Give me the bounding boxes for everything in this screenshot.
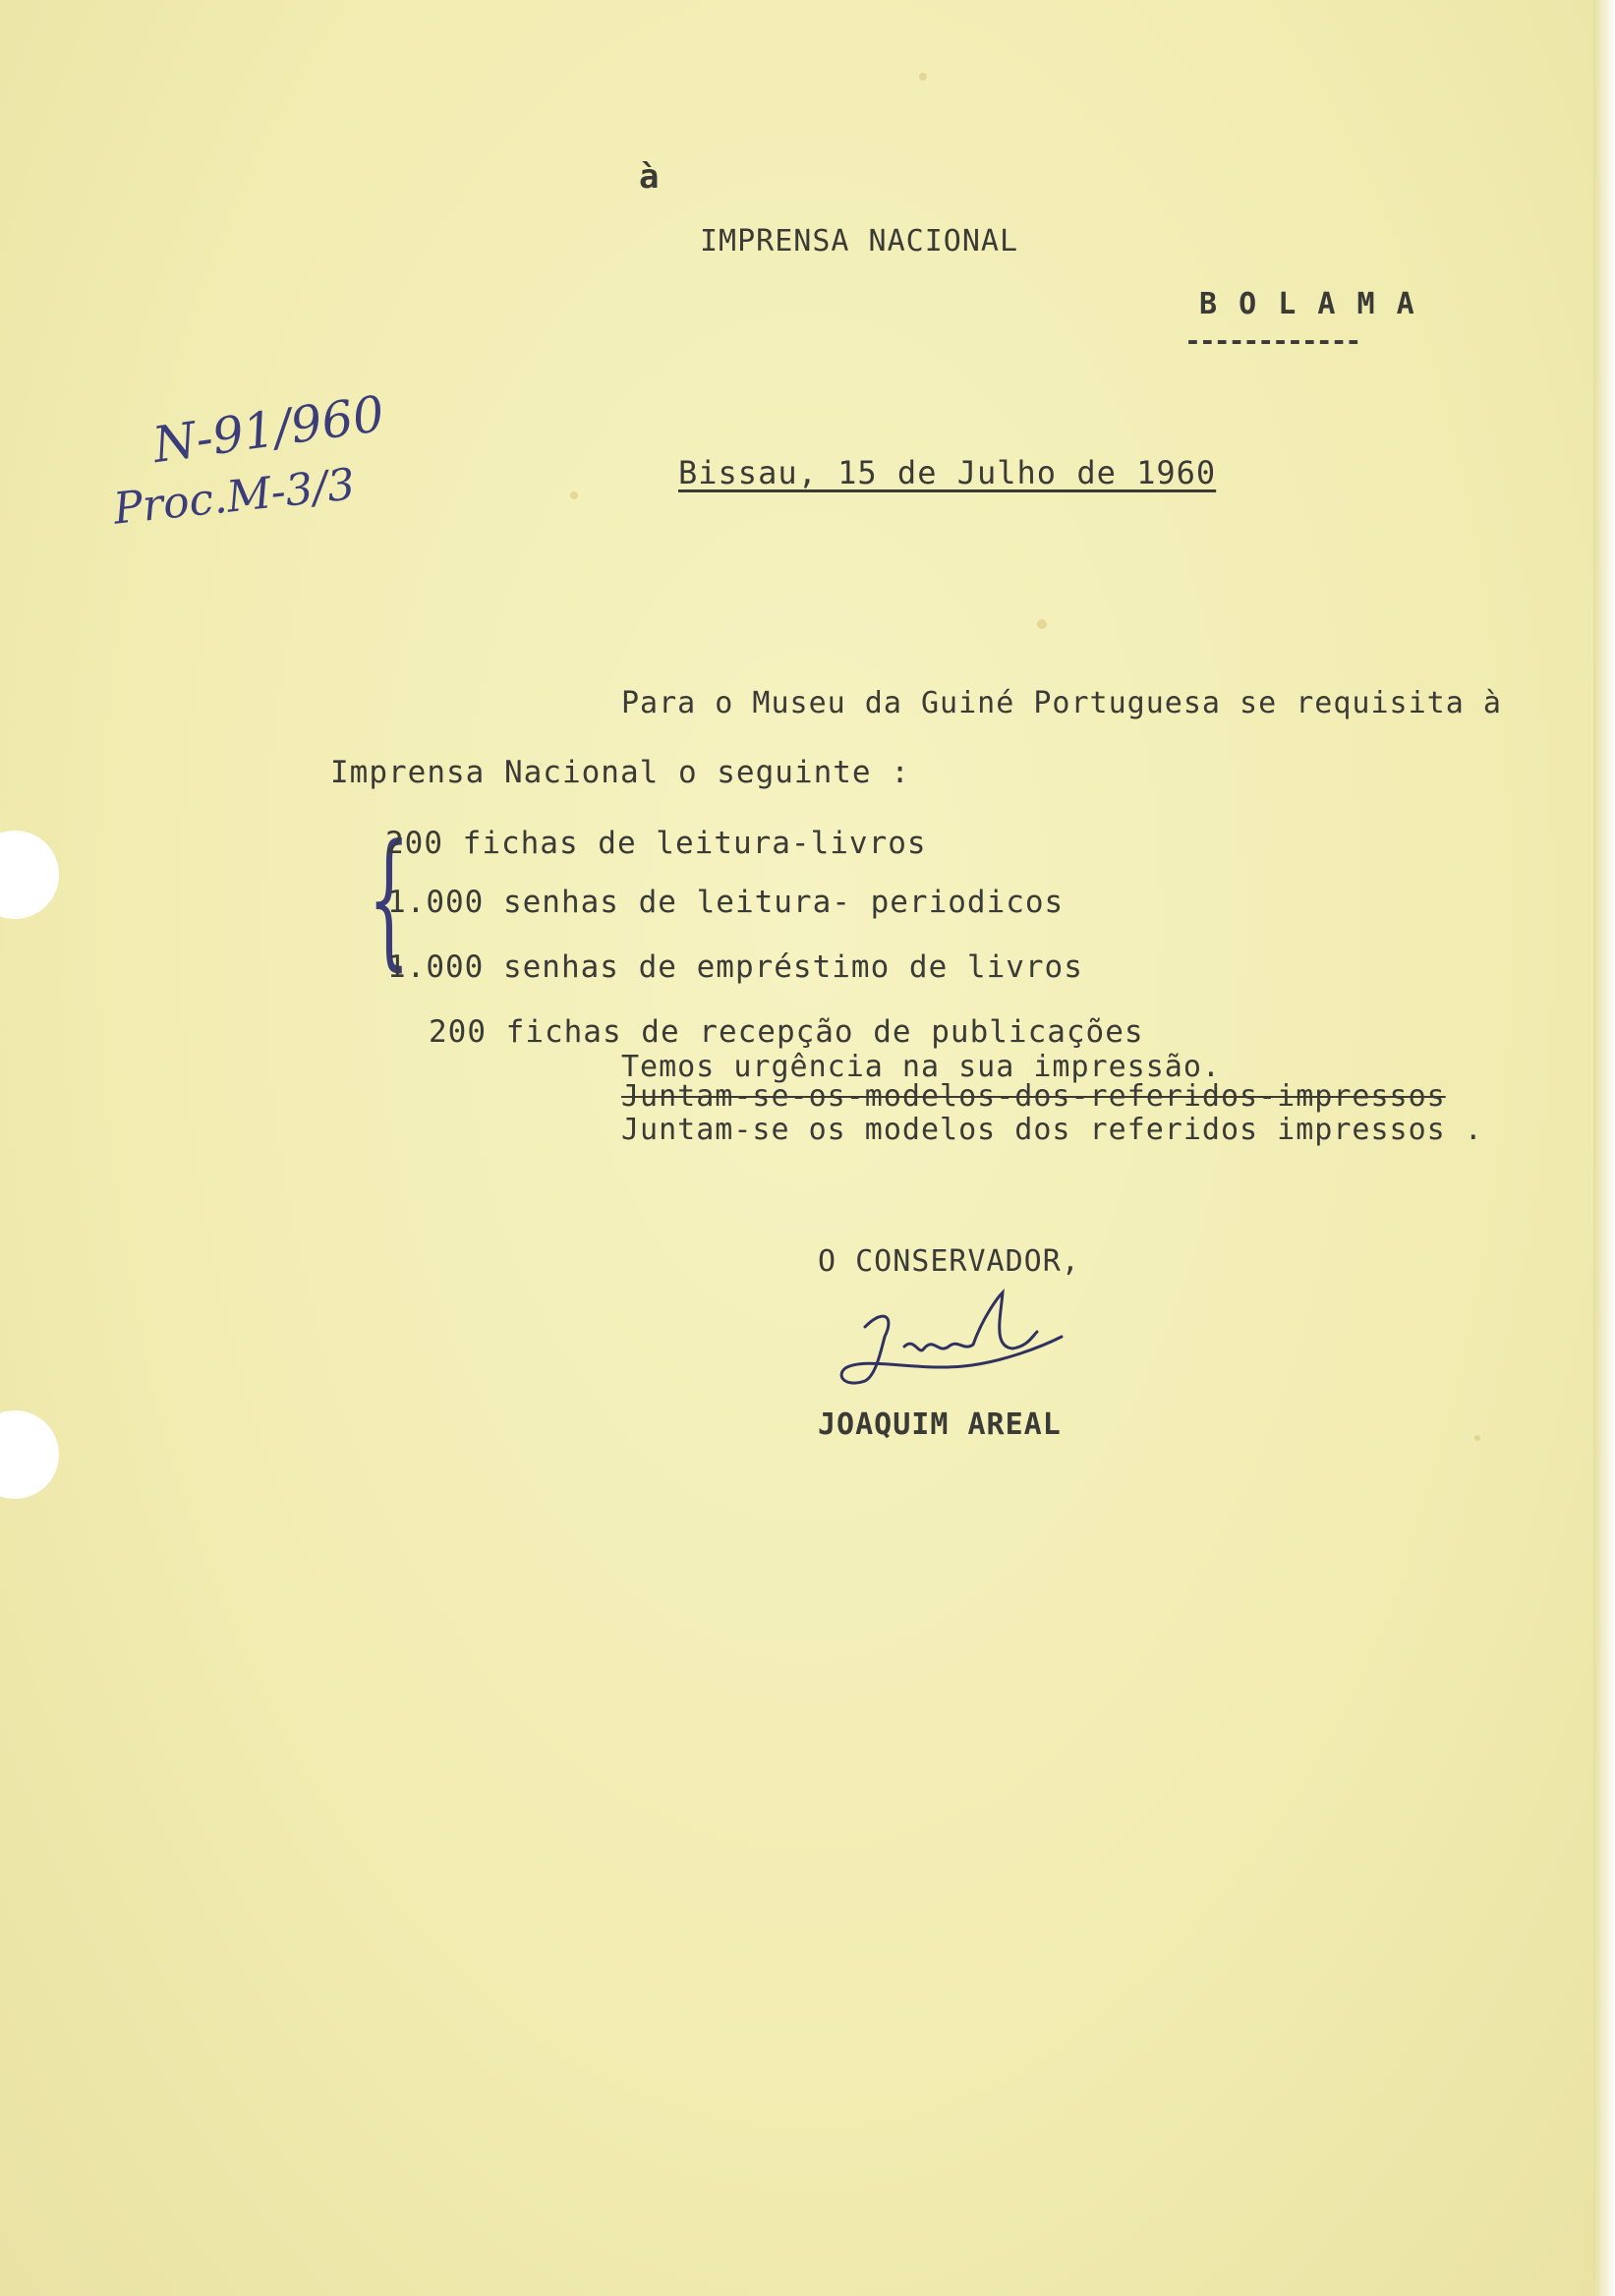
process-code: Proc.M-3/3 [111,459,358,535]
city-underline: ------------ [1184,324,1360,357]
letter-date: Bissau, 15 de Julho de 1960 [678,454,1217,491]
stain [919,73,927,81]
list-item: 200 fichas de recepção de publicações [429,1014,1144,1050]
city: B O L A M A [1199,287,1416,321]
enclosure-note: Juntam-se os modelos dos referidos impressos . [621,1113,1483,1147]
list-item: 1.000 senhas de empréstimo de livros [387,949,1083,985]
list-item: 200 fichas de leitura-livros [385,826,927,861]
body-line-1: Para o Museu da Guiné Portuguesa se requisita à [621,686,1502,720]
list-item: 1.000 senhas de leitura- periodicos [387,885,1065,920]
reference-number: N-91/960 [149,384,388,475]
signatory-name: JOAQUIM AREAL [818,1407,1062,1442]
punch-hole-bottom [0,1410,59,1499]
punch-hole-top [0,831,59,919]
stain [1474,1435,1480,1441]
signature-title: O CONSERVADOR, [818,1244,1080,1279]
urgency-note: Temos urgência na sua impressão. [621,1050,1221,1084]
stain [570,491,578,499]
struck-note: Juntam-se-os-modelos-dos-referidos-impressos [621,1079,1446,1114]
addressee-prefix: à [639,157,661,197]
handwritten-signature [826,1278,1081,1406]
scan-edge [1593,0,1615,2296]
stain [1037,619,1047,629]
bracket-mark: { [368,814,411,985]
addressee: IMPRENSA NACIONAL [700,224,1019,258]
body-line-2: Imprensa Nacional o seguinte : [330,755,910,790]
